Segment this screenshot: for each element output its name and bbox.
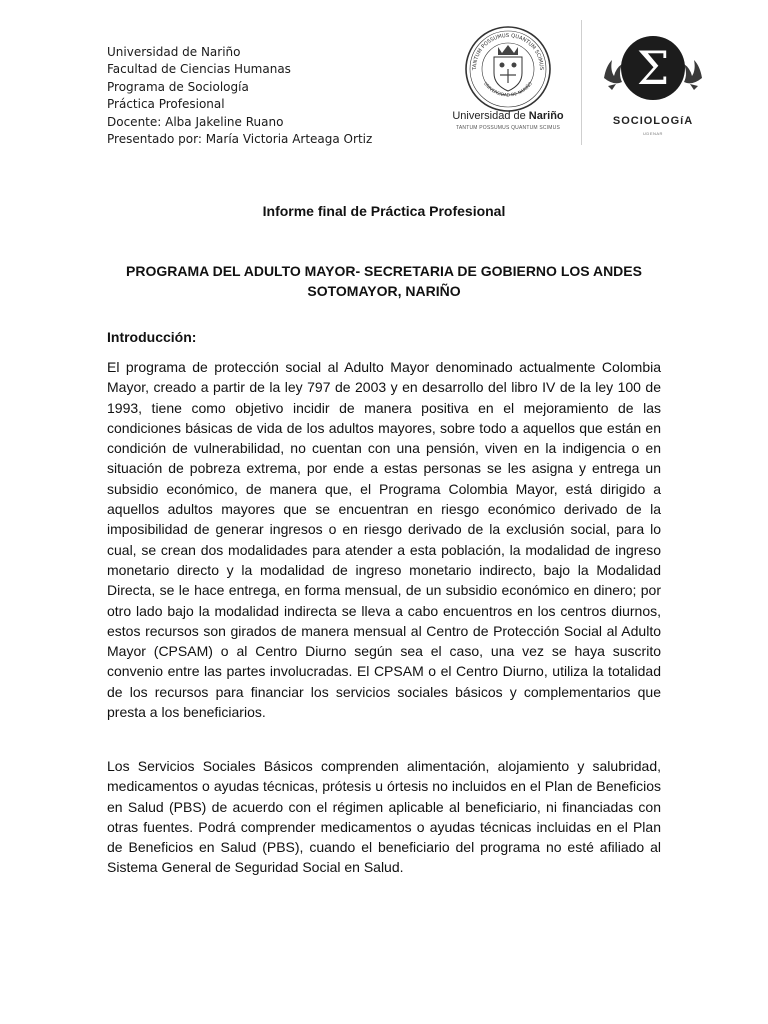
section-heading-introduction: Introducción: (107, 329, 197, 345)
program-title: PROGRAMA DEL ADULTO MAYOR- SECRETARIA DE GOBIERNO LOS ANDES SOTOMAYOR, NARIÑO (126, 263, 642, 299)
header-line-teacher: Docente: Alba Jakeline Ruano (107, 114, 284, 129)
udenar-logo (446, 20, 566, 150)
header-line-university: Universidad de Nariño (107, 45, 241, 59)
header-line-faculty: Facultad de Ciencias Humanas (107, 62, 291, 77)
sociologia-name: SOCIOLOGíA (612, 115, 694, 127)
seal-text-top: TANTUM POSSUMUS QUANTUM SCIMUS (471, 32, 545, 71)
header-line-program: Programa de Sociología (107, 79, 249, 94)
seal-text-bottom: UNIVERSIDAD DE NARIÑO (482, 81, 534, 99)
sociologia-subtitle: UDENAR (643, 131, 663, 136)
udenar-name: Universidad de Nariño (452, 110, 564, 122)
sigma-icon (598, 26, 708, 111)
header-line-course: Práctica Profesional (107, 97, 225, 112)
logo-divider (581, 20, 582, 145)
svg-text:Σ: Σ (636, 41, 670, 95)
report-title: Informe final de Práctica Profesional (262, 203, 506, 219)
header-logos (440, 20, 740, 150)
header-line-author: Presentado por: María Victoria Arteaga Ortiz (107, 132, 373, 147)
university-seal-icon (464, 25, 552, 113)
author-info-block (107, 44, 372, 148)
udenar-motto: TANTUM POSSUMUS QUANTUM SCIMUS (456, 125, 560, 131)
sociologia-logo (598, 26, 708, 151)
paragraph-introduction: El programa de protección social al Adulto Mayor denominado actualmente Colombia Mayor, creado a partir de la ley 797 de 2003 y en desarrollo del libro IV de la ley 100 de 1993, tiene como objetivo incidir de manera positiva en el mejoramiento de las condiciones básicas de vida de los adultos mayores, sobre todo a aquellos que están en condición de vulnerabilidad, no cuentan con una pensión, viven en la indigencia o en situación de pobreza extrema, por ende a estas personas se les asigna y entrega un subsidio económico, de manera que, el Programa Colombia Mayor, está dirigido a aquellos adultos mayores que se encuentran en riesgo económico derivado de la imposibilidad de generar ingresos o en riesgo derivado de la exclusión social, para lo cual, se crean dos modalidades para atender a esta población, la modalidad de ingreso monetario directo y la modalidad de ingreso monetario indirecto, bajo la Modalidad Directa, se le hace entrega, en forma mensual, de un subsidio económico en dinero; por otro lado bajo la modalidad indirecta se lleva a cabo encuentros en los centros diurnos, estos recursos son girados de manera mensual al Centro de Protección Social al Adulto Mayor (CPSAM) o al Centro Diurno según sea el caso, una vez se haya suscrito convenio entre las partes involucradas. El CPSAM o el Centro Diurno, utiliza la totalidad de los recursos para financiar los servicios sociales básicos y complementarios que presta a los beneficiarios. (107, 359, 661, 721)
paragraph-basic-services: Los Servicios Sociales Básicos comprenden alimentación, alojamiento y salubridad, medicamentos o ayudas técnicas, prótesis u órtesis no incluidos en el Plan de Beneficios en Salud (PBS) de acuerdo con el régimen aplicable al beneficiario, ni financiadas con otras fuentes. Podrá comprender medicamentos o ayudas técnicas incluidas en el Plan de Beneficios en Salud (PBS), cuando el beneficiario del programa no esté afiliado al Sistema General de Seguridad Social en Salud. (107, 758, 661, 876)
